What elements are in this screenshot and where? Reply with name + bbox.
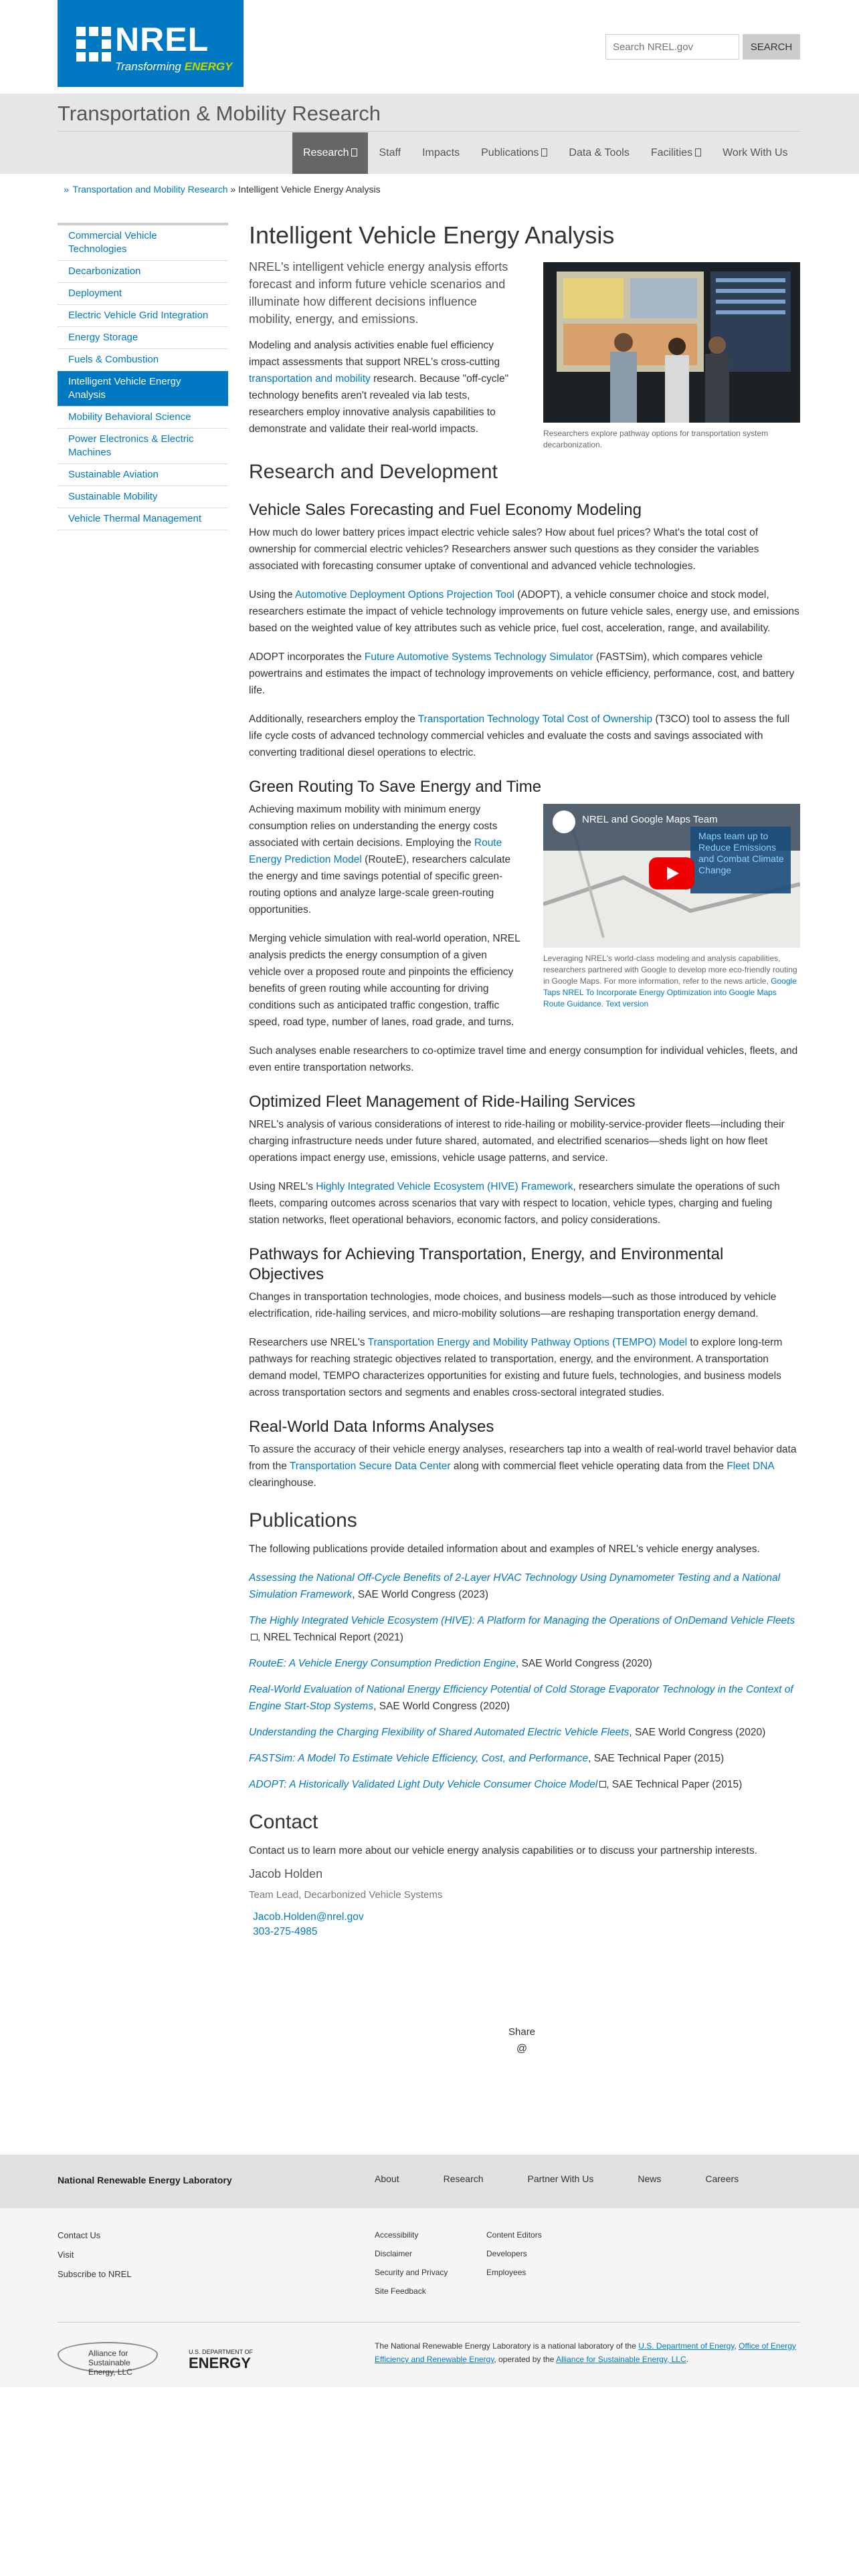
publications-heading: Publications	[249, 1509, 357, 1531]
sidebar-item-power-electronics[interactable]: Power Electronics & Electric Machines	[58, 429, 228, 464]
video-overlay-text: Maps team up to Reduce Emissions and Combat Climate Change	[698, 831, 784, 875]
logo-wordmark: NREL	[115, 21, 209, 58]
breadcrumb	[62, 184, 381, 195]
footer-org-name: National Renewable Energy Laboratory	[58, 2175, 232, 2185]
section-heading: Optimized Fleet Management of Ride-Hailing Services	[249, 1093, 636, 1111]
search-button[interactable]: SEARCH	[743, 34, 800, 60]
footer	[0, 2208, 859, 2387]
publication-item: Real-World Evaluation of National Energy Efficiency Potential of Cold Storage Evaporator Technology in the Context of Engine Start-Stop Systems, SAE World Congress (2020)	[249, 1684, 793, 1712]
paragraph: Achieving maximum mobility with minimum energy consumption relies on understanding the energy costs associated with certain decisions. Employing the Route Energy Prediction Model (RouteE), researchers calculate the energy and time savings potential of specific green-routing options and analyze large-scale green-routing opportunities.	[249, 804, 511, 916]
paragraph: Changes in transportation technologies, mode choices, and business models—such as those introduced by vehicle electrification, ride-hailing services, and micro-mobility solutions—are reshaping transportation energy demand.	[249, 1291, 777, 1319]
breadcrumb-current: Intelligent Vehicle Energy Analysis	[238, 184, 381, 195]
sidebar-item-deployment[interactable]: Deployment	[58, 283, 228, 305]
contact-name: Jacob Holden	[249, 1867, 323, 1881]
nav-staff[interactable]: Staff	[379, 147, 401, 158]
contact-heading: Contact	[249, 1811, 318, 1833]
publication-link[interactable]: Real-World Evaluation of National Energy Efficiency Potential of Cold Storage Evaporator Technology in the Context of Engine Start-Stop Systems	[249, 1684, 793, 1712]
google-taps-nrel-link[interactable]: Google Taps NREL To Incorporate Energy Optimization into Google Maps Route Guidance	[543, 976, 797, 1008]
publication-item: FASTSim: A Model To Estimate Vehicle Efficiency, Cost, and Performance, SAE Technical Paper (2015)	[249, 1753, 725, 1764]
sidebar-item-mobility-behavioral-science[interactable]: Mobility Behavioral Science	[58, 407, 228, 429]
page-title: Intelligent Vehicle Energy Analysis	[249, 221, 615, 249]
sidebar-item-ev-grid-integration[interactable]: Electric Vehicle Grid Integration	[58, 305, 228, 327]
external-link-icon	[599, 1781, 606, 1788]
breadcrumb-chevron-icon: »	[230, 184, 236, 195]
eere-link[interactable]: Office of Energy Efficiency and Renewable Energy	[375, 2341, 796, 2364]
publication-item: ADOPT: A Historically Validated Light Duty Vehicle Consumer Choice Model , SAE Technical Paper (2015)	[249, 1779, 743, 1790]
footer-nav-careers[interactable]: Careers	[705, 2173, 739, 2184]
nrel-grid-icon	[76, 27, 111, 62]
doe-link[interactable]: U.S. Department of Energy	[638, 2341, 735, 2351]
breadcrumb-chevron-icon: »	[64, 184, 69, 195]
top-header	[0, 0, 859, 94]
main-nav	[292, 132, 799, 174]
footer-link[interactable]: Employees	[486, 2268, 527, 2277]
search-input[interactable]	[605, 34, 739, 60]
publication-item: The Highly Integrated Vehicle Ecosystem (HIVE): A Platform for Managing the Operations of OnDemand Vehicle Fleets, NREL Technical Report (2021)	[249, 1615, 795, 1643]
paragraph: Using the Automotive Deployment Options Projection Tool (ADOPT), a vehicle consumer choice and stock model, researchers estimate the impact of vehicle technology improvements on future vehicle sales, energy use, and emissions based on the weighted value of key attributes such as vehicle price, fuel cost, acceleration, range, and availability.	[249, 589, 799, 634]
sidebar-item-decarbonization[interactable]: Decarbonization	[58, 261, 228, 283]
paragraph: How much do lower battery prices impact electric vehicle sales? How about fuel prices? What's the total cost of ownership for commercial electric vehicles? Researchers answer such questions as they consider the variables associated with forecasting consumer uptake of conventional and advanced vehicle technologies.	[249, 527, 759, 572]
publication-item: RouteE: A Vehicle Energy Consumption Prediction Engine, SAE World Congress (2020)	[249, 1658, 652, 1669]
paragraph: To assure the accuracy of their vehicle energy analyses, researchers tap into a wealth of real-world travel behavior data from the Transportation Secure Data Center along with commercial fleet vehicle operating data from the Fleet DNA clearinghouse.	[249, 1444, 797, 1489]
publication-link[interactable]: FASTSim: A Model To Estimate Vehicle Efficiency, Cost, and Performance	[249, 1753, 589, 1764]
paragraph: Researchers use NREL's Transportation Energy and Mobility Pathway Options (TEMPO) Model to explore long-term pathways for reaching strategic objectives related to transportation, energy, and the environment. A transportation demand model, TEMPO characterizes opportunities for existing and future fuels, technologies, and business models across transportation sectors and segments and enables cross-sectoral integrated studies.	[249, 1337, 783, 1398]
publication-link[interactable]: Assessing the National Off-Cycle Benefits of 2-Layer HVAC Technology Using Dynamometer Testing and a National Simulation Framework	[249, 1572, 781, 1600]
footer-link[interactable]: Visit	[58, 2250, 74, 2260]
footer-nav-partner[interactable]: Partner With Us	[527, 2173, 594, 2184]
video-player[interactable]	[543, 804, 800, 948]
footer-nav	[375, 2173, 783, 2184]
t3co-link[interactable]: Transportation Technology Total Cost of Ownership	[417, 714, 653, 725]
sidebar-item-sustainable-aviation[interactable]: Sustainable Aviation	[58, 464, 228, 486]
email-share-icon[interactable]: @	[516, 2043, 528, 2054]
paragraph: Such analyses enable researchers to co-optimize travel time and energy consumption for individual vehicles, fleets, and even entire transportation networks.	[249, 1045, 798, 1073]
video-figure	[543, 804, 800, 1010]
publications-intro: The following publications provide detailed information about and examples of NREL's vehicle energy analyses.	[249, 1543, 760, 1555]
external-link-icon	[251, 1634, 258, 1640]
section-heading: Vehicle Sales Forecasting and Fuel Economy Modeling	[249, 501, 642, 519]
transportation-mobility-link[interactable]: transportation and mobility	[249, 373, 371, 385]
paragraph: Merging vehicle simulation with real-world operation, NREL analysis predicts the energy consumption of a given vehicle over a proposed route and pinpoints the efficiency benefits of green routing while accounting for driving conditions such as anticipated traffic congestion, traffic speed, road type, number of lanes, road grade, and turns.	[249, 933, 520, 1028]
footer-legal-text: The National Renewable Energy Laboratory is a national laboratory of the U.S. Department of Energy, Office of Energy Efficiency and Renewable Energy, operated by the Alliance for Sustainable Energy, LLC.	[375, 2341, 796, 2364]
publication-link[interactable]: The Highly Integrated Vehicle Ecosystem (HIVE): A Platform for Managing the Operations of OnDemand Vehicle Fleets	[249, 1615, 795, 1626]
contact-phone-link[interactable]: 303-275-4985	[253, 1926, 318, 1937]
tempo-link[interactable]: Transportation Energy and Mobility Pathway Options (TEMPO) Model	[367, 1337, 688, 1348]
contact-email-link[interactable]: Jacob.Holden@nrel.gov	[253, 1911, 364, 1923]
nav-work-with-us[interactable]: Work With Us	[723, 147, 788, 158]
footer-link[interactable]: Disclaimer	[375, 2249, 413, 2258]
section-heading: Real-World Data Informs Analyses	[249, 1418, 494, 1436]
footer-col-internal	[486, 2226, 542, 2282]
dropdown-icon	[351, 148, 357, 156]
page-lead: NREL's intelligent vehicle energy analysis efforts forecast and inform future vehicle scenarios and illuminate how different decisions influence mobility, energy, and emissions.	[249, 260, 508, 326]
publication-item: Understanding the Charging Flexibility of Shared Automated Electric Vehicle Fleets, SAE World Congress (2020)	[249, 1727, 766, 1738]
video-title: NREL and Google Maps Team	[582, 814, 718, 825]
footer-link[interactable]: Subscribe to NREL	[58, 2269, 132, 2279]
hive-link[interactable]: Highly Integrated Vehicle Ecosystem (HIVE) Framework	[316, 1181, 573, 1192]
contact-intro: Contact us to learn more about our vehicle energy analysis capabilities or to discuss your partnership interests.	[249, 1845, 757, 1856]
footer-col-contact	[58, 2226, 132, 2284]
footer-nav-research[interactable]: Research	[443, 2173, 484, 2184]
researchers-photo	[543, 262, 800, 423]
site-band-divider	[58, 131, 800, 132]
footer-band	[0, 2155, 859, 2208]
section-heading: Green Routing To Save Energy and Time	[249, 778, 542, 796]
publication-link[interactable]: Understanding the Charging Flexibility of Shared Automated Electric Vehicle Fleets	[249, 1727, 630, 1738]
alliance-logo[interactable]: Alliance for Sustainable Energy, LLC	[58, 2342, 158, 2373]
play-icon[interactable]	[649, 857, 694, 889]
footer-link[interactable]: Accessibility	[375, 2230, 419, 2240]
tsdc-link[interactable]: Transportation Secure Data Center	[289, 1461, 451, 1472]
nrel-logo[interactable]	[58, 0, 244, 87]
publication-link[interactable]: RouteE: A Vehicle Energy Consumption Prediction Engine	[249, 1658, 516, 1669]
main-content	[249, 221, 800, 1939]
footer-nav-news[interactable]: News	[638, 2173, 662, 2184]
publication-link[interactable]: ADOPT: A Historically Validated Light Duty Vehicle Consumer Choice Model	[249, 1779, 598, 1790]
footer-col-legal	[375, 2226, 448, 2300]
fastsim-link[interactable]: Future Automotive Systems Technology Simulator	[364, 651, 593, 663]
sidebar-item-fuels-combustion[interactable]: Fuels & Combustion	[58, 349, 228, 371]
footer-divider	[58, 2322, 800, 2323]
sidebar-item-commercial-vehicle-technologies[interactable]: Commercial Vehicle Technologies	[58, 225, 228, 261]
hero-figure	[543, 262, 800, 451]
share-widget	[508, 2026, 535, 2055]
intro-paragraph: Modeling and analysis activities enable fuel efficiency impact assessments that support NREL's cross-cutting transportation and mobility research. Because "off-cycle" technology benefits aren't revealed via lab tests, researchers employ innovative analysis capabilities to demonstrate and validate their real-world impacts.	[249, 340, 509, 435]
sidebar-item-intelligent-vehicle-energy-analysis[interactable]: Intelligent Vehicle Energy Analysis	[58, 371, 228, 407]
routee-link[interactable]: Route Energy Prediction Model	[249, 837, 502, 865]
footer-link[interactable]: Contact Us	[58, 2230, 101, 2240]
text-version-link[interactable]: Text version	[605, 999, 649, 1008]
dropdown-icon	[541, 148, 547, 156]
publication-item: Assessing the National Off-Cycle Benefits of 2-Layer HVAC Technology Using Dynamometer Testing and a National Simulation Framework, SAE World Congress (2023)	[249, 1572, 781, 1600]
share-label: Share	[508, 2026, 536, 2038]
paragraph: Additionally, researchers employ the Transportation Technology Total Cost of Ownership (T3CO) tool to assess the full life cycle costs of advanced technology commercial vehicles and evaluate the costs and savings associated with converting traditional diesel operations to electric.	[249, 714, 790, 758]
logo-tagline: Transforming ENERGY	[115, 60, 233, 73]
sidebar-item-sustainable-mobility[interactable]: Sustainable Mobility	[58, 486, 228, 508]
adopt-link[interactable]: Automotive Deployment Options Projection Tool	[294, 589, 514, 601]
paragraph: NREL's analysis of various considerations of interest to ride-hailing or mobility-service-provider fleets—including their charging infrastructure needs under future shared, automated, and electrified scenarios—sheds light on how fleet operations impact energy use, emissions, vehicle usage patterns, and service.	[249, 1119, 785, 1164]
paragraph: ADOPT incorporates the Future Automotive Systems Technology Simulator (FASTSim), which compares vehicle powertrains and estimates the impact of technology improvements on vehicle efficiency, performance, cost, and battery life.	[249, 651, 795, 696]
nav-facilities[interactable]: Facilities	[640, 132, 712, 174]
doe-logo[interactable]: U.S. DEPARTMENT OF ENERGY	[189, 2349, 254, 2371]
alliance-link[interactable]: Alliance for Sustainable Energy, LLC	[556, 2355, 686, 2364]
rd-heading: Research and Development	[249, 461, 498, 483]
footer-link[interactable]: Security and Privacy	[375, 2268, 448, 2277]
sidebar-item-energy-storage[interactable]: Energy Storage	[58, 327, 228, 349]
section-heading: Pathways for Achieving Transportation, Energy, and Environmental Objectives	[249, 1245, 724, 1283]
footer-link[interactable]: Content Editors	[486, 2230, 542, 2240]
footer-link[interactable]: Site Feedback	[375, 2286, 426, 2296]
fleet-dna-link[interactable]: Fleet DNA	[727, 1461, 774, 1472]
nav-impacts[interactable]: Impacts	[422, 147, 460, 158]
researchers-photo-illustration	[543, 262, 800, 423]
nav-research[interactable]: Research	[292, 132, 368, 174]
nav-data-tools[interactable]: Data & Tools	[569, 147, 630, 158]
sidebar-nav	[58, 223, 228, 530]
contact-role: Team Lead, Decarbonized Vehicle Systems	[249, 1889, 443, 1901]
footer-link[interactable]: Developers	[486, 2249, 527, 2258]
dropdown-icon	[695, 148, 701, 156]
site-title[interactable]: Transportation & Mobility Research	[58, 102, 381, 125]
nav-publications[interactable]: Publications	[470, 132, 558, 174]
sidebar-item-vehicle-thermal-management[interactable]: Vehicle Thermal Management	[58, 508, 228, 530]
footer-nav-about[interactable]: About	[375, 2173, 399, 2184]
video-caption: Leveraging NREL's world-class modeling and analysis capabilities, researchers partnered with Google to develop more eco-friendly routing in Google Maps. For more information, refer to the news article, Google Taps NREL To Incorporate Energy Optimization into Google Maps Route Guidance. Text version	[543, 954, 797, 1008]
site-band	[0, 94, 859, 174]
photo-caption: Researchers explore pathway options for transportation system decarbonization.	[543, 429, 769, 449]
paragraph: Using NREL's Highly Integrated Vehicle Ecosystem (HIVE) Framework, researchers simulate the operations of such fleets, comparing outcomes across scenarios that vary with respect to location, vehicle types, charging and fueling station networks, fleet operational behaviors, economic factors, and policy considerations.	[249, 1181, 780, 1226]
breadcrumb-parent-link[interactable]: Transportation and Mobility Research	[72, 184, 228, 195]
